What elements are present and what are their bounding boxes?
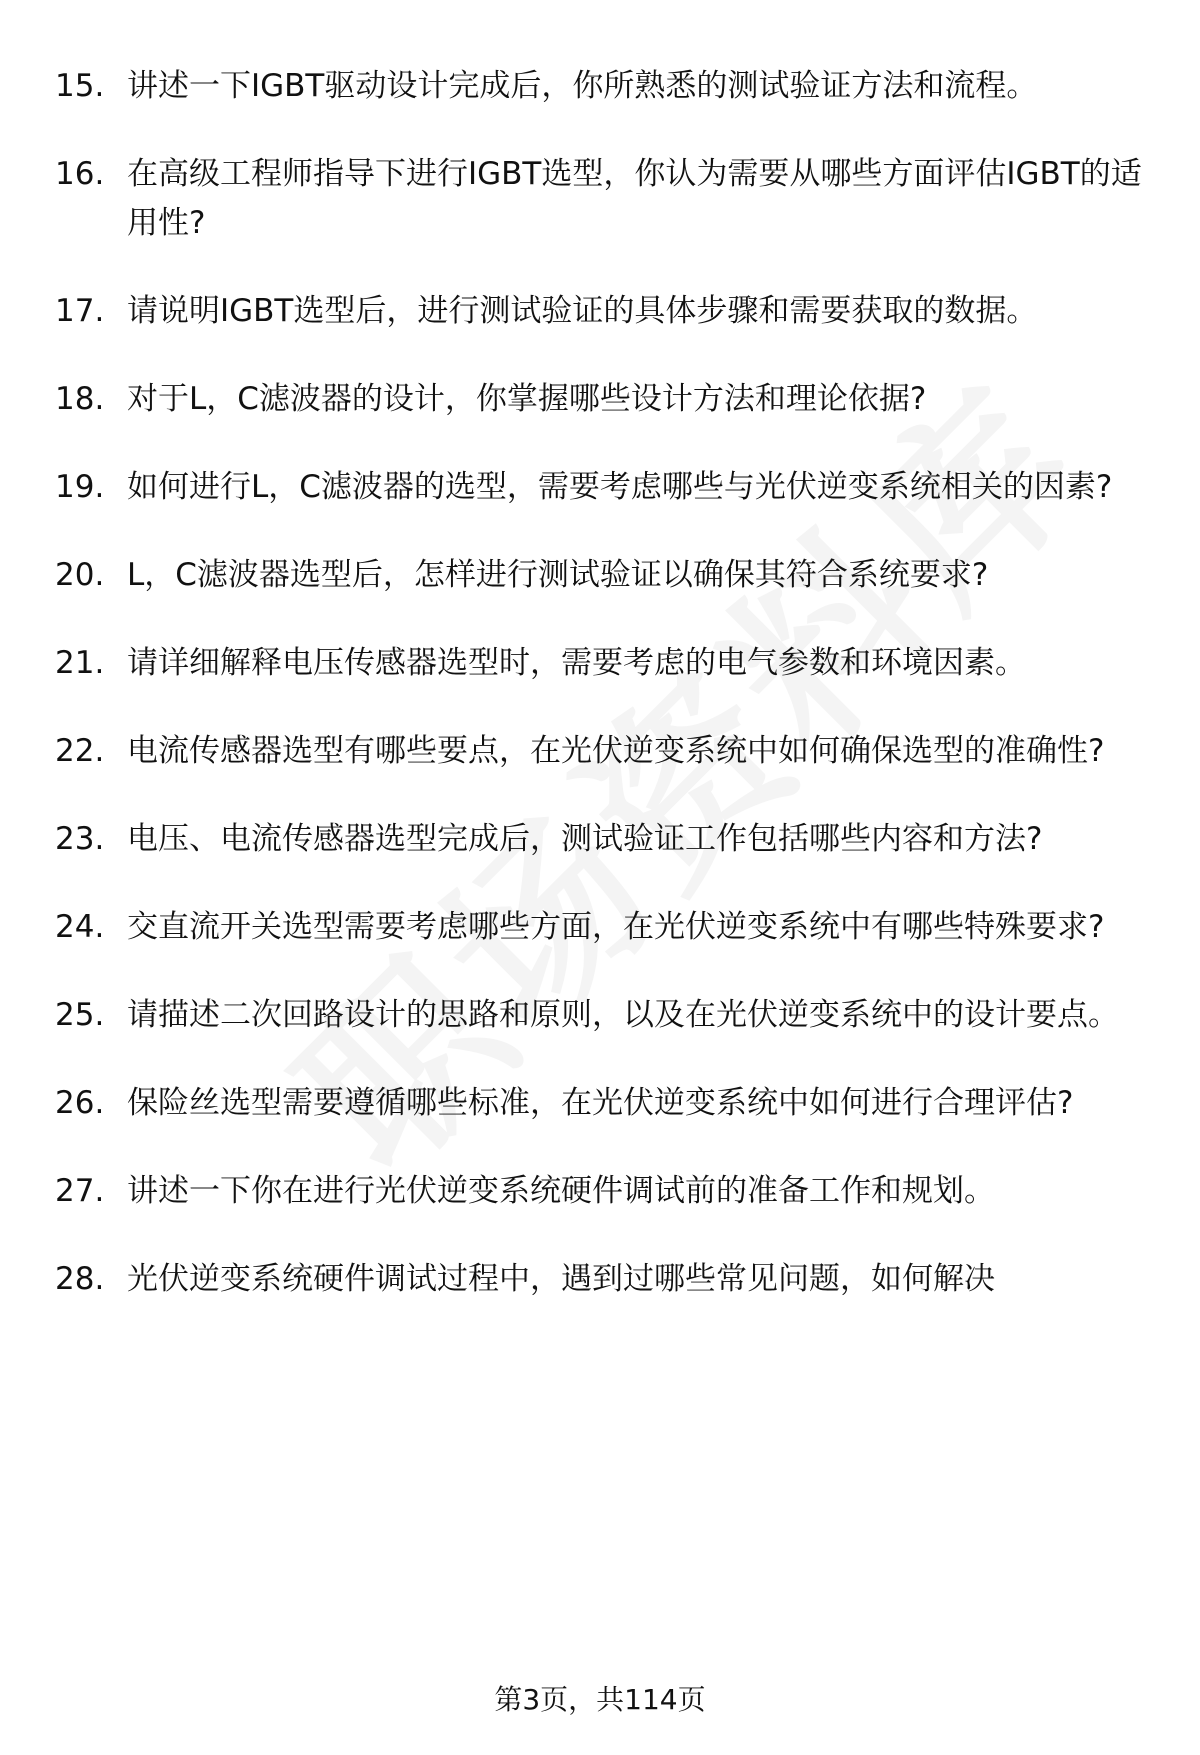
question-item (55, 1079, 1145, 1128)
question-item (55, 815, 1145, 864)
question-item (55, 551, 1145, 600)
question-number: 24. (55, 909, 105, 945)
question-item (55, 639, 1145, 688)
question-item (55, 1255, 1145, 1304)
question-item (55, 150, 1145, 248)
question-text: 在高级工程师指导下进行IGBT选型，你认为需要从哪些方面评估IGBT的适用性? (127, 156, 1142, 241)
question-item (55, 287, 1145, 336)
question-text: 请详细解释电压传感器选型时，需要考虑的电气参数和环境因素。 (127, 645, 1026, 681)
question-number: 15. (55, 68, 105, 104)
question-text: 讲述一下IGBT驱动设计完成后，你所熟悉的测试验证方法和流程。 (127, 68, 1038, 104)
question-number: 23. (55, 821, 105, 857)
question-list (55, 62, 1145, 1343)
question-text: 光伏逆变系统硬件调试过程中，遇到过哪些常见问题，如何解决 (127, 1261, 995, 1297)
question-text: 电流传感器选型有哪些要点，在光伏逆变系统中如何确保选型的准确性? (127, 733, 1105, 769)
question-text: 请说明IGBT选型后，进行测试验证的具体步骤和需要获取的数据。 (127, 293, 1038, 329)
question-number: 17. (55, 293, 105, 329)
question-item (55, 375, 1145, 424)
question-text: L，C滤波器选型后，怎样进行测试验证以确保其符合系统要求? (127, 557, 989, 593)
question-number: 28. (55, 1261, 105, 1297)
question-number: 18. (55, 381, 105, 417)
question-item (55, 727, 1145, 776)
question-text: 请描述二次回路设计的思路和原则，以及在光伏逆变系统中的设计要点。 (127, 997, 1119, 1033)
question-number: 25. (55, 997, 105, 1033)
question-item (55, 1167, 1145, 1216)
page-footer: 第3页，共114页 (494, 1683, 706, 1716)
question-text: 如何进行L，C滤波器的选型，需要考虑哪些与光伏逆变系统相关的因素? (127, 469, 1113, 505)
question-number: 19. (55, 469, 105, 505)
question-number: 27. (55, 1173, 105, 1209)
question-text: 电压、电流传感器选型完成后，测试验证工作包括哪些内容和方法? (127, 821, 1043, 857)
question-number: 16. (55, 156, 105, 192)
question-text: 保险丝选型需要遵循哪些标准，在光伏逆变系统中如何进行合理评估? (127, 1085, 1074, 1121)
question-number: 20. (55, 557, 105, 593)
question-item (55, 991, 1145, 1040)
question-text: 讲述一下你在进行光伏逆变系统硬件调试前的准备工作和规划。 (127, 1173, 995, 1209)
question-text: 对于L，C滤波器的设计，你掌握哪些设计方法和理论依据? (127, 381, 927, 417)
question-item (55, 463, 1145, 512)
question-number: 22. (55, 733, 105, 769)
question-item (55, 62, 1145, 111)
question-number: 26. (55, 1085, 105, 1121)
question-text: 交直流开关选型需要考虑哪些方面，在光伏逆变系统中有哪些特殊要求? (127, 909, 1105, 945)
question-number: 21. (55, 645, 105, 681)
question-item (55, 903, 1145, 952)
